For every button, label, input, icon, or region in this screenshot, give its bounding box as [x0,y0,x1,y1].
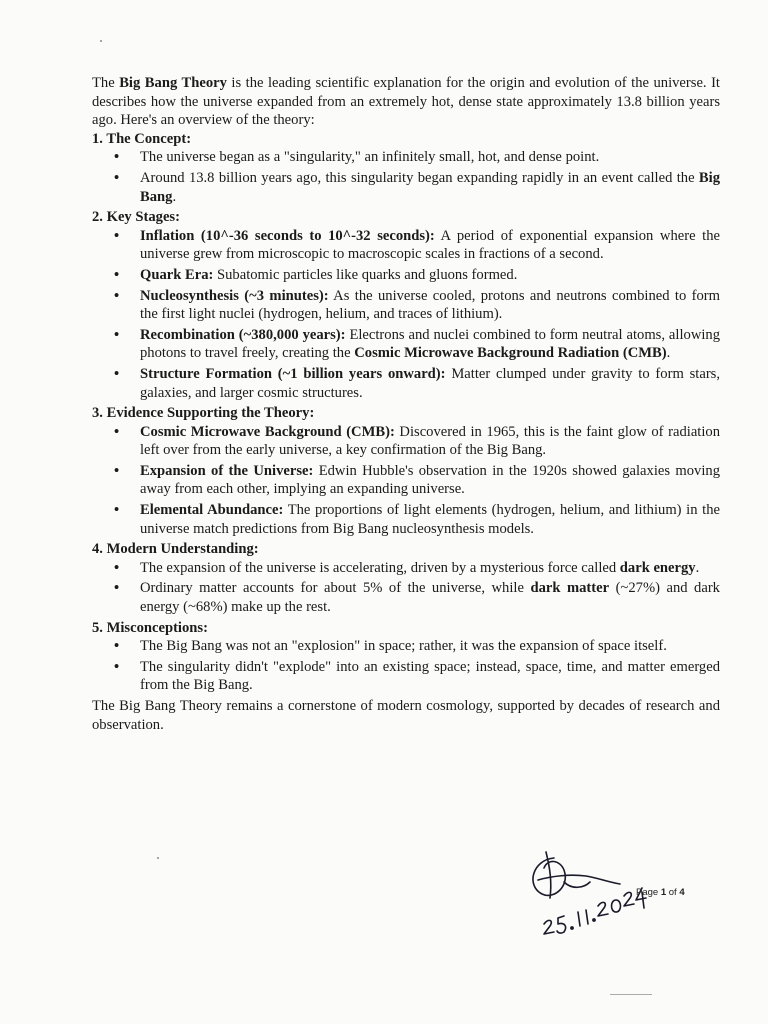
list-item [114,637,720,656]
intro-lead: The [92,75,120,91]
list-item [114,266,720,285]
list-item [114,227,720,264]
section-heading: 1. The Concept: [92,130,192,147]
item-tail: . [666,345,671,362]
bullet-icon: • [114,227,120,244]
item-text: Discovered in 1965, this is the faint glow of radiation left over from the early universe, a key confirmation of the Big Bang. [140,423,721,459]
bullet-list [92,637,720,695]
list-item [114,365,721,402]
item-text: Ordinary matter accounts for about 5% of the universe, while [140,580,531,597]
item-term: Expansion of the Universe: [140,462,314,479]
item-term: Structure Formation (~1 billion years onward): [140,365,446,382]
item-text: Around 13.8 billion years ago, this singularity began expanding rapidly in an event called the [140,169,699,186]
scan-mark [610,994,652,995]
item-text: The expansion of the universe is accelerating, driven by a mysterious force called [140,559,620,576]
list-item [114,169,720,206]
list-item [114,658,720,695]
item-tail: (~27%) and dark energy (~68%) make up the rest. [140,580,720,616]
item-term: Inflation (10^-36 seconds to 10^-32 seconds): [140,227,435,244]
bullet-icon: • [114,149,120,166]
page-number [636,887,685,898]
section-heading: 3. Evidence Supporting the Theory: [92,405,315,422]
item-text: A period of exponential expansion where the universe grew from microscopic to macroscopic scales in fractions of a second. [140,227,720,263]
handwritten-signature [524,846,654,946]
item-emphasis: dark energy [619,559,696,576]
bullet-icon: • [114,580,120,597]
item-text: The proportions of light elements (hydrogen, helium, and lithium) in the universe match predictions from Big Bang nucleosynthesis models. [140,502,720,537]
item-term: Nucleosynthesis (~3 minutes): [140,287,329,304]
bullet-icon: • [114,169,120,186]
page-number-current: 1 [660,887,667,898]
page-number-prefix: Page [636,887,661,898]
bullet-icon: • [114,266,120,283]
item-emphasis: dark matter [530,580,610,597]
bullet-icon: • [114,423,120,440]
scan-speck [100,40,102,42]
closing-paragraph: The Big Bang Theory remains a cornerstone of modern cosmology, supported by decades of research and observation. [92,698,720,733]
bullet-icon: • [114,462,120,479]
list-item [114,462,720,499]
bullet-icon: • [114,638,120,655]
intro-title: Big Bang Theory [119,75,227,91]
item-text: Electrons and nuclei combined to form neutral atoms, allowing photons to travel freely, creating the [140,326,721,362]
bullet-icon: • [114,658,120,675]
list-item [114,287,720,324]
bullet-icon: • [114,287,120,304]
list-item [114,559,720,578]
item-text: The singularity didn't "explode" into an existing space; instead, space, time, and matter emerged from the Big Bang. [140,658,720,694]
item-emphasis: Cosmic Microwave Background Radiation (CMB) [354,345,667,362]
page-number-of: of [666,887,680,898]
bullet-icon: • [114,326,120,343]
bullet-list [92,148,720,206]
item-term: Quark Era: [140,266,214,283]
bullet-list [92,559,720,617]
bullet-icon: • [114,365,120,382]
list-item [114,326,721,363]
section-heading: 2. Key Stages: [92,209,180,226]
scan-speck [157,857,159,859]
item-emphasis: Big Bang [140,169,720,205]
intro-text: is the leading scientific explanation for the origin and evolution of the universe. It describes how the universe expanded from an extremely hot, dense state approximately 13.8 billion years ago. Here's an overview of the theory: [92,75,720,129]
list-item [114,579,720,616]
item-text: The universe began as a "singularity," an infinitely small, hot, and dense point. [140,149,600,166]
bullet-list [92,423,720,539]
sections-container [92,130,720,695]
intro-paragraph [92,74,720,130]
item-term: Recombination (~380,000 years): [140,326,346,343]
bullet-icon: • [114,502,120,519]
item-text: The Big Bang was not an "explosion" in space; rather, it was the expansion of space itself. [140,638,667,655]
section-heading: 5. Misconceptions: [92,619,208,636]
document-body [92,74,720,734]
item-text: Subatomic particles like quarks and gluons formed. [213,266,518,283]
section-heading: 4. Modern Understanding: [92,541,259,558]
item-tail: . [172,188,177,205]
bullet-icon: • [114,559,120,576]
item-text: As the universe cooled, protons and neutrons combined to form the first light nuclei (hydrogen, helium, and traces of lithium). [140,287,720,323]
list-item [114,501,720,538]
item-tail: . [695,559,700,576]
page-number-total: 4 [679,887,685,898]
list-item [114,423,721,460]
item-text: Matter clumped under gravity to form stars, galaxies, and larger cosmic structures. [140,365,721,401]
item-text: Edwin Hubble's observation in the 1920s showed galaxies moving away from each other, implying an expanding universe. [140,462,720,498]
item-term: Cosmic Microwave Background (CMB): [140,423,395,440]
item-term: Elemental Abundance: [140,502,284,519]
list-item [114,148,720,167]
bullet-list [92,227,720,402]
